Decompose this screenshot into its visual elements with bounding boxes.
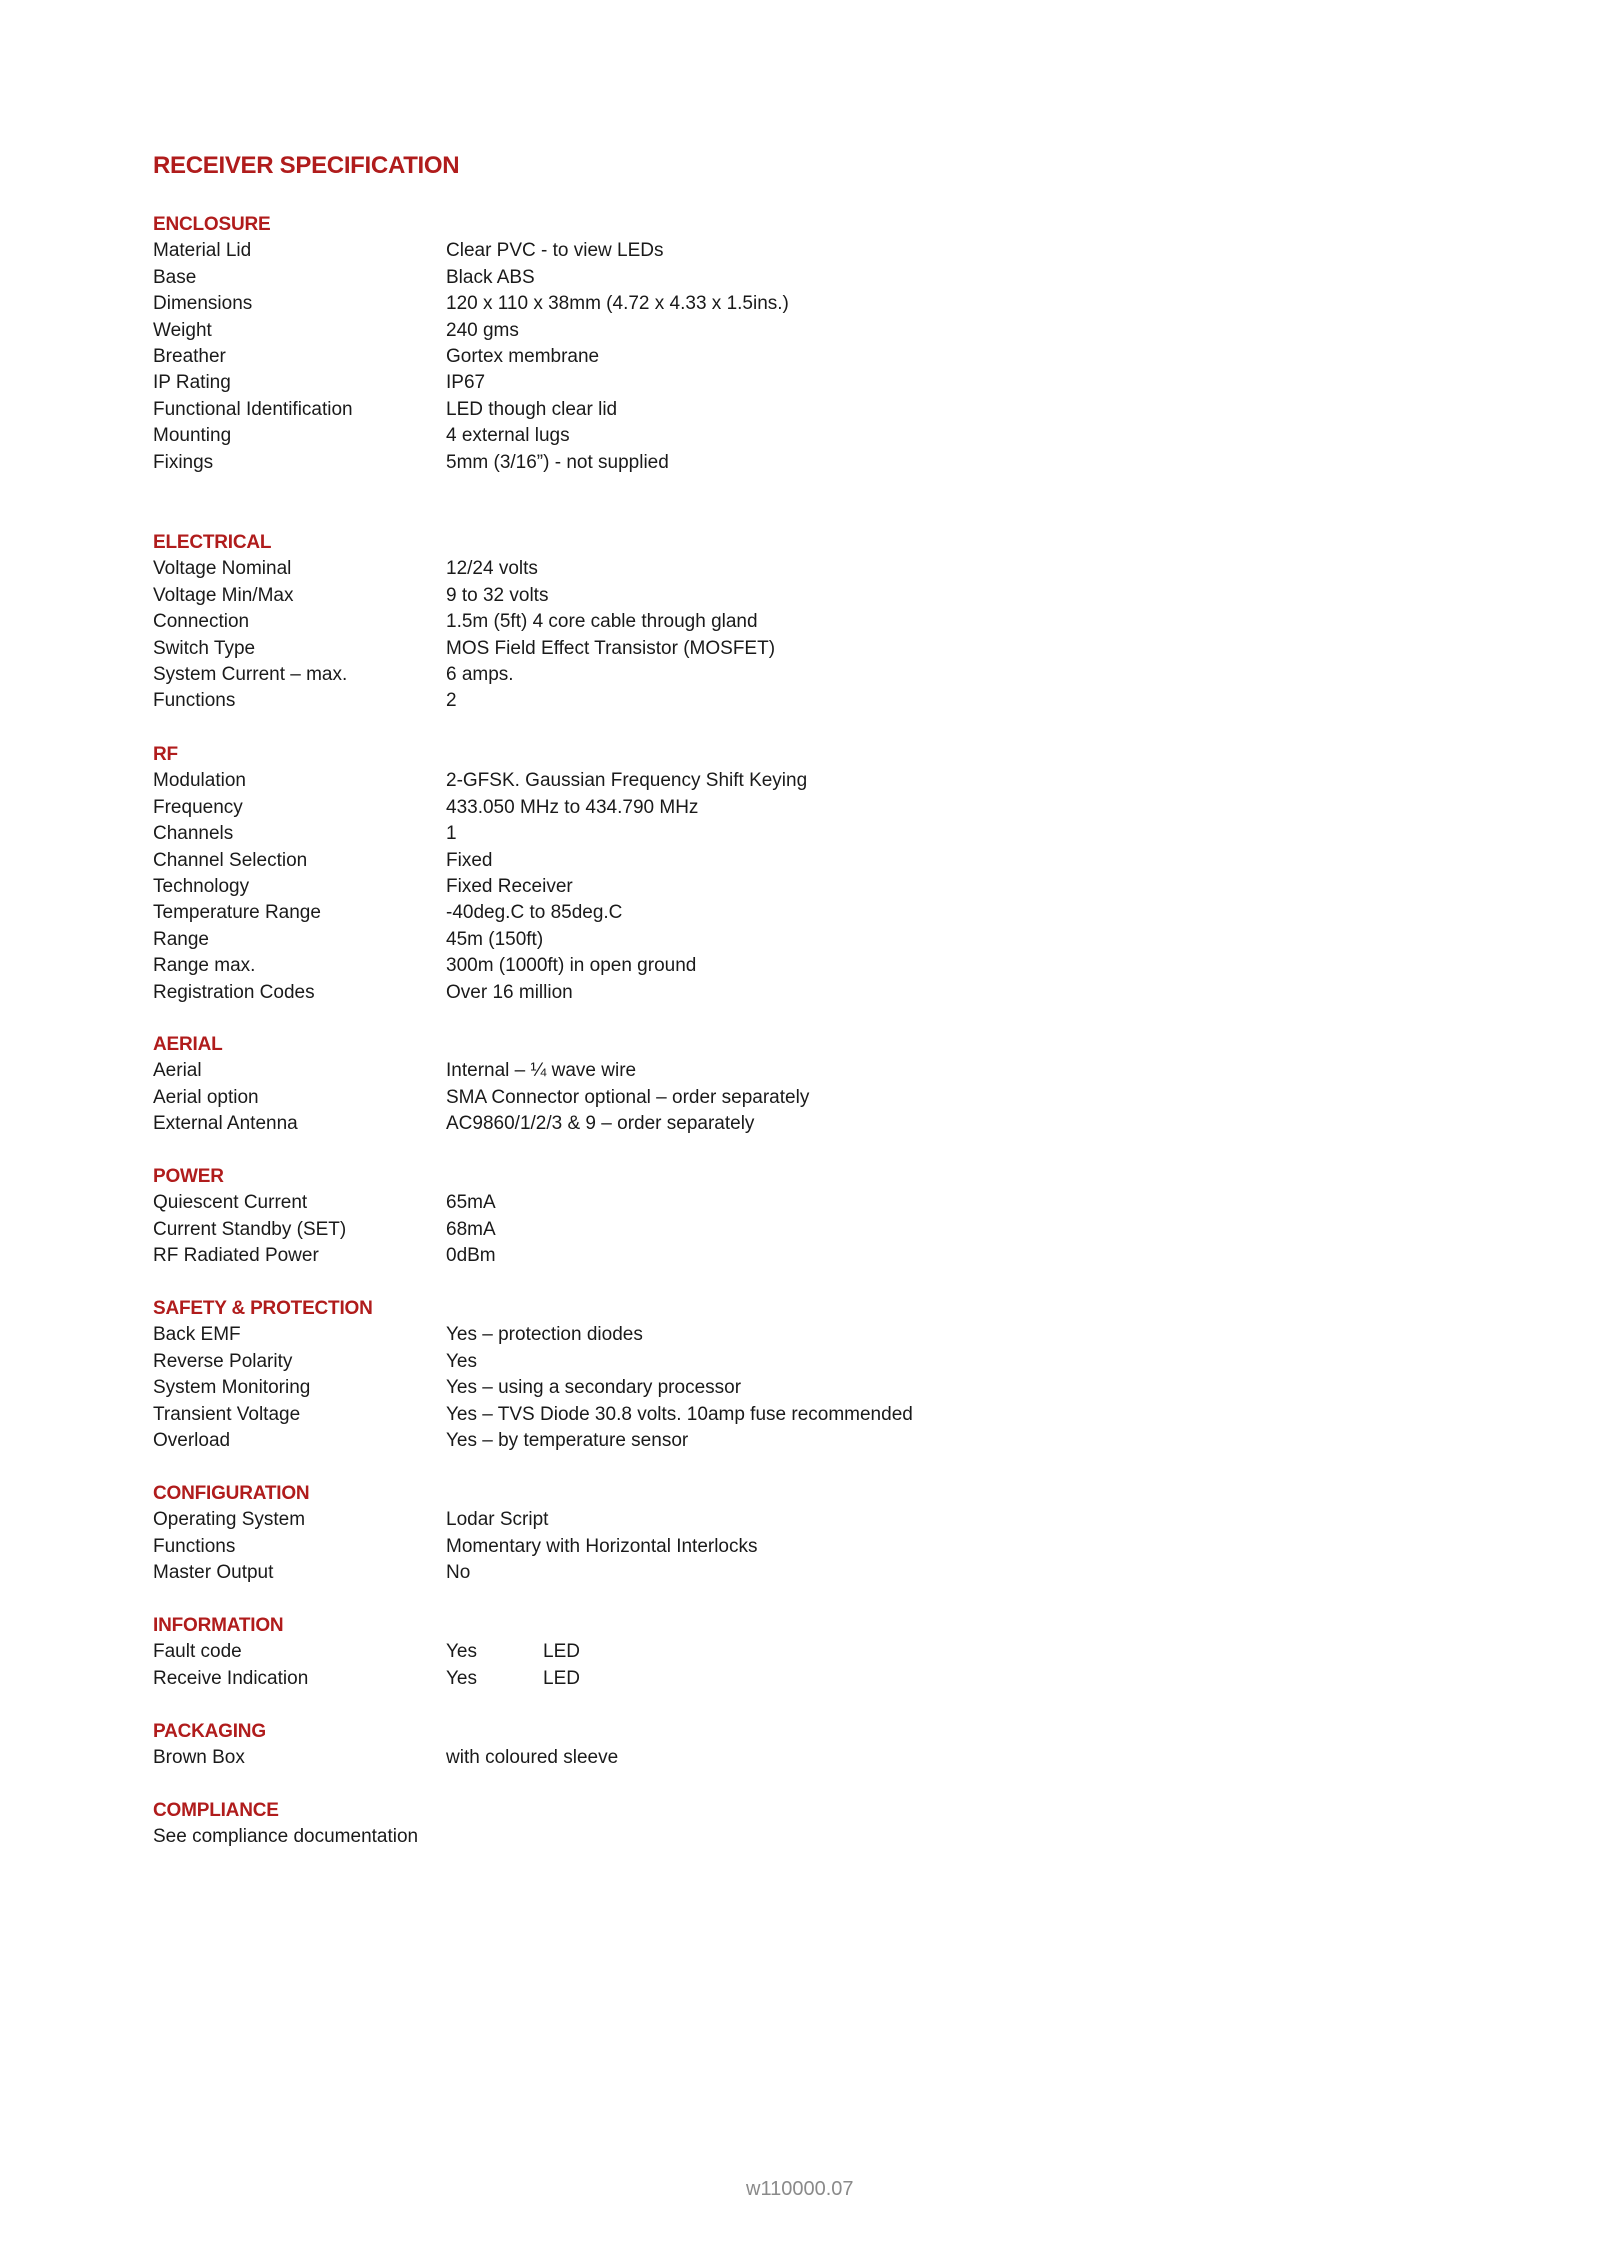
spec-row [153, 874, 1353, 900]
spec-row [153, 1217, 1353, 1243]
section-power [153, 1164, 1353, 1270]
spec-label: IP Rating [153, 372, 231, 394]
spec-row [153, 1111, 1353, 1137]
spec-label: Back EMF [153, 1324, 241, 1346]
spec-label: Channels [153, 823, 234, 845]
section-packaging [153, 1719, 1353, 1772]
page-title: RECEIVER SPECIFICATION [153, 152, 460, 179]
spec-value: Yes – TVS Diode 30.8 volts. 10amp fuse recommended [446, 1403, 913, 1425]
section-safety-protection [153, 1296, 1353, 1454]
spec-value: Yes – using a secondary processor [446, 1377, 742, 1399]
spec-row [153, 900, 1353, 926]
section-heading: AERIAL [153, 1034, 223, 1055]
spec-label: Registration Codes [153, 981, 315, 1003]
spec-row [153, 768, 1353, 794]
spec-value: Gortex membrane [446, 345, 600, 367]
spec-row [153, 662, 1353, 688]
spec-value: Clear PVC - to view LEDs [446, 240, 664, 262]
spec-row [153, 1639, 1353, 1665]
spec-row [153, 291, 1353, 317]
spec-value: IP67 [446, 372, 486, 394]
spec-row [153, 583, 1353, 609]
spec-value: Momentary with Horizontal Interlocks [446, 1535, 758, 1557]
spec-value: 5mm (3/16”) - not supplied [446, 451, 669, 473]
spec-label: Mounting [153, 425, 232, 447]
section-electrical [153, 530, 1353, 715]
spec-label: Technology [153, 875, 250, 897]
spec-value: Yes – protection diodes [446, 1324, 643, 1346]
spec-row [153, 927, 1353, 953]
spec-label: Channel Selection [153, 849, 308, 871]
spec-label: Aerial [153, 1060, 202, 1082]
spec-label: Weight [153, 319, 212, 341]
document-code: w110000.07 [746, 2178, 854, 2200]
spec-row [153, 370, 1353, 396]
spec-row [153, 1322, 1353, 1348]
spec-row [153, 1349, 1353, 1375]
spec-label: Material Lid [153, 240, 252, 262]
spec-label: Temperature Range [153, 902, 321, 924]
spec-label: Voltage Min/Max [153, 584, 294, 606]
spec-row [153, 397, 1353, 423]
spec-row [153, 953, 1353, 979]
spec-label: Fixings [153, 451, 214, 473]
spec-label: Master Output [153, 1562, 274, 1584]
spec-value: Fixed Receiver [446, 875, 573, 897]
spec-row [153, 1428, 1353, 1454]
spec-label: Base [153, 266, 197, 288]
spec-value: with coloured sleeve [446, 1747, 619, 1769]
spec-row [153, 1534, 1353, 1560]
spec-value: 1.5m (5ft) 4 core cable through gland [446, 611, 758, 633]
spec-value: 300m (1000ft) in open ground [446, 955, 697, 977]
spec-value: 9 to 32 volts [446, 584, 549, 606]
spec-row [153, 688, 1353, 714]
spec-row [153, 556, 1353, 582]
spec-value-secondary: LED [543, 1667, 580, 1689]
spec-label: Modulation [153, 770, 246, 792]
spec-label: Dimensions [153, 293, 253, 315]
spec-value: 1 [446, 823, 457, 845]
spec-row [153, 1824, 1353, 1850]
spec-row [153, 450, 1353, 476]
section-heading: INFORMATION [153, 1615, 284, 1636]
spec-row [153, 980, 1353, 1006]
spec-label: Functions [153, 690, 236, 712]
spec-row [153, 318, 1353, 344]
spec-label: Functional Identification [153, 398, 353, 420]
spec-row [153, 1507, 1353, 1533]
spec-value: 240 gms [446, 319, 519, 341]
section-aerial [153, 1032, 1353, 1138]
section-heading: POWER [153, 1166, 224, 1187]
spec-row [153, 1243, 1353, 1269]
spec-label: Frequency [153, 796, 243, 818]
spec-row [153, 1666, 1353, 1692]
spec-value: 120 x 110 x 38mm (4.72 x 4.33 x 1.5ins.) [446, 293, 789, 315]
spec-label: Operating System [153, 1509, 306, 1531]
spec-label: Connection [153, 611, 250, 633]
spec-value: Yes [446, 1667, 477, 1689]
spec-row [153, 238, 1353, 264]
section-configuration [153, 1481, 1353, 1587]
spec-row [153, 1560, 1353, 1586]
spec-row [153, 265, 1353, 291]
spec-value: Yes – by temperature sensor [446, 1429, 689, 1451]
spec-value-secondary: LED [543, 1641, 580, 1663]
spec-value: 433.050 MHz to 434.790 MHz [446, 796, 699, 818]
spec-row [153, 344, 1353, 370]
spec-value: Lodar Script [446, 1509, 549, 1531]
spec-row [153, 795, 1353, 821]
spec-value: 45m (150ft) [446, 928, 544, 950]
spec-label: Range [153, 928, 209, 950]
spec-row [153, 609, 1353, 635]
section-compliance [153, 1798, 1353, 1851]
section-heading: ENCLOSURE [153, 214, 271, 235]
spec-label: Quiescent Current [153, 1192, 308, 1214]
section-heading: CONFIGURATION [153, 1483, 310, 1504]
spec-label: Switch Type [153, 637, 256, 659]
spec-label: Voltage Nominal [153, 558, 292, 580]
spec-value: 12/24 volts [446, 558, 538, 580]
section-heading: ELECTRICAL [153, 532, 272, 553]
spec-label: System Current – max. [153, 663, 348, 685]
spec-label: Functions [153, 1535, 236, 1557]
spec-row [153, 1085, 1353, 1111]
spec-label: System Monitoring [153, 1377, 311, 1399]
compliance-note: See compliance documentation [153, 1826, 419, 1848]
spec-row [153, 1058, 1353, 1084]
spec-label: Receive Indication [153, 1667, 309, 1689]
spec-label: Reverse Polarity [153, 1350, 293, 1372]
spec-row [153, 1375, 1353, 1401]
spec-label: Fault code [153, 1641, 242, 1663]
spec-row [153, 821, 1353, 847]
spec-value: Black ABS [446, 266, 535, 288]
spec-value: Yes [446, 1350, 477, 1372]
spec-value: Internal – ¼ wave wire [446, 1060, 637, 1082]
spec-value: SMA Connector optional – order separately [446, 1086, 810, 1108]
section-heading: PACKAGING [153, 1721, 266, 1742]
spec-row [153, 1745, 1353, 1771]
spec-label: Current Standby (SET) [153, 1218, 347, 1240]
spec-label: External Antenna [153, 1113, 298, 1135]
section-heading: RF [153, 744, 178, 765]
spec-value: 6 amps. [446, 663, 514, 685]
spec-label: RF Radiated Power [153, 1245, 319, 1267]
spec-value: 4 external lugs [446, 425, 570, 447]
spec-value: 68mA [446, 1218, 496, 1240]
spec-label: Overload [153, 1429, 231, 1451]
spec-row [153, 1190, 1353, 1216]
spec-row [153, 636, 1353, 662]
section-information [153, 1613, 1353, 1692]
spec-row [153, 423, 1353, 449]
spec-value: 0dBm [446, 1245, 496, 1267]
section-heading: SAFETY & PROTECTION [153, 1298, 373, 1319]
section-enclosure [153, 212, 1353, 476]
spec-row [153, 1402, 1353, 1428]
spec-value: 2 [446, 690, 457, 712]
spec-value: Over 16 million [446, 981, 573, 1003]
spec-label: Aerial option [153, 1086, 259, 1108]
spec-row [153, 848, 1353, 874]
spec-value: Yes [446, 1641, 477, 1663]
spec-label: Brown Box [153, 1747, 245, 1769]
spec-label: Range max. [153, 955, 256, 977]
spec-value: 2-GFSK. Gaussian Frequency Shift Keying [446, 770, 808, 792]
spec-value: LED though clear lid [446, 398, 618, 420]
spec-label: Transient Voltage [153, 1403, 301, 1425]
section-rf [153, 742, 1353, 1006]
spec-label: Breather [153, 345, 226, 367]
spec-value: MOS Field Effect Transistor (MOSFET) [446, 637, 776, 659]
section-heading: COMPLIANCE [153, 1800, 279, 1821]
spec-value: -40deg.C to 85deg.C [446, 902, 623, 924]
spec-value: AC9860/1/2/3 & 9 – order separately [446, 1113, 755, 1135]
spec-value: 65mA [446, 1192, 496, 1214]
spec-value: Fixed [446, 849, 493, 871]
spec-value: No [446, 1562, 471, 1584]
